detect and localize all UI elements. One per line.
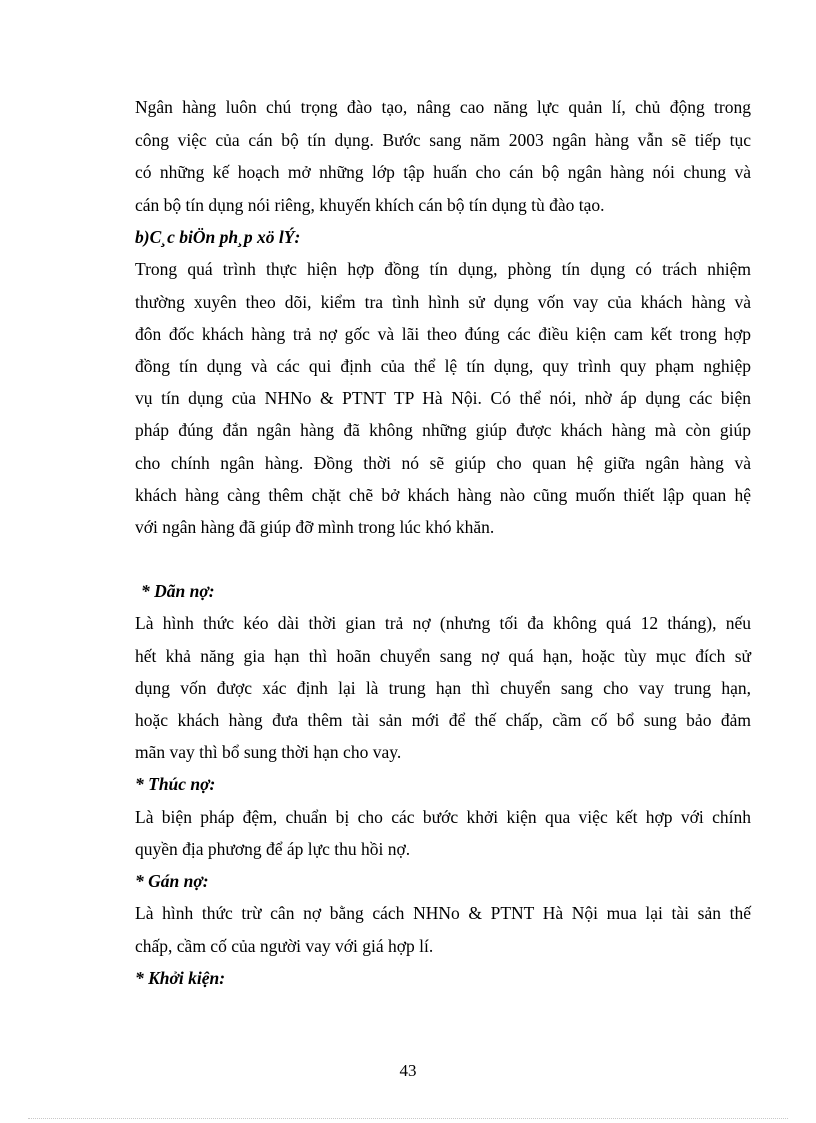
paragraph-2-line: với ngân hàng đã giúp đỡ mình trong lúc khó khăn. [135, 517, 495, 537]
paragraph-2-line: Trong quá trình thực hiện hợp đồng tín dụng, phòng tín dụng có trách nhiệm [135, 259, 751, 279]
section-heading-b: b)C¸c biÖn ph¸p xö lÝ: [135, 227, 301, 247]
paragraph-1-line: công việc của cán bộ tín dụng. Bước sang năm 2003 ngân hàng vẫn sẽ tiếp tục [135, 130, 751, 150]
paragraph-2-line: khách hàng càng thêm chặt chẽ bở khách hàng nào cũng muốn thiết lập quan hệ [135, 485, 751, 505]
heading-gan-no: * Gán nợ: [135, 871, 209, 891]
paragraph-thuc-no-line: quyền địa phương để áp lực thu hồi nợ. [135, 839, 411, 859]
paragraph-dan-no-line: hoặc khách hàng đưa thêm tài sản mới để thế chấp, cầm cố bổ sung bảo đảm [135, 710, 751, 730]
page-number: 43 [399, 1061, 417, 1080]
paragraph-1-line: Ngân hàng luôn chú trọng đào tạo, nâng cao năng lực quản lí, chủ động trong [135, 97, 751, 117]
paragraph-2-line: thường xuyên theo dõi, kiểm tra tình hình sử dụng vốn vay của khách hàng và [135, 292, 751, 312]
paragraph-thuc-no-line: Là biện pháp đệm, chuẩn bị cho các bước khởi kiện qua việc kết hợp với chính [135, 807, 751, 827]
paragraph-1-line: có những kế hoạch mở những lớp tập huấn cho cán bộ ngân hàng nói chung và [135, 162, 751, 182]
paragraph-2-line: đồng tín dụng và các qui định của thể lệ tín dụng, quy trình quy phạm nghiệp [135, 356, 751, 376]
heading-thuc-no: * Thúc nợ: [135, 774, 216, 794]
paragraph-dan-no-line: hết khả năng gia hạn thì hoãn chuyển sang nợ quá hạn, hoặc tùy mục đích sử [135, 646, 751, 666]
paragraph-dan-no-line: dụng vốn được xác định lại là trung hạn thì chuyển sang cho vay trung hạn, [135, 678, 751, 698]
page-bottom-divider [28, 1118, 788, 1119]
paragraph-dan-no-line: mãn vay thì bổ sung thời hạn cho vay. [135, 742, 402, 762]
paragraph-gan-no-line: chấp, cầm cố của người vay với giá hợp lí. [135, 936, 434, 956]
paragraph-2-line: cho chính ngân hàng. Đồng thời nó sẽ giúp cho quan hệ giữa ngân hàng và [135, 453, 751, 473]
heading-dan-no: * Dãn nợ: [141, 581, 215, 601]
paragraph-gan-no-line: Là hình thức trừ cân nợ bằng cách NHNo & PTNT Hà Nội mua lại tài sản thế [135, 903, 751, 923]
paragraph-2-line: pháp đúng đắn ngân hàng đã không những giúp được khách hàng mà còn giúp [135, 420, 751, 440]
paragraph-1-line: cán bộ tín dụng nói riêng, khuyến khích cán bộ tín dụng tù đào tạo. [135, 195, 605, 215]
heading-khoi-kien: * Khởi kiện: [135, 968, 226, 988]
paragraph-2-line: đôn đốc khách hàng trả nợ gốc và lãi theo đúng các điều kiện cam kết trong hợp [135, 324, 751, 344]
paragraph-2-line: vụ tín dụng của NHNo & PTNT TP Hà Nội. Có thể nói, nhờ áp dụng các biện [135, 388, 751, 408]
paragraph-dan-no-line: Là hình thức kéo dài thời gian trả nợ (nhưng tối đa không quá 12 tháng), nếu [135, 613, 751, 633]
